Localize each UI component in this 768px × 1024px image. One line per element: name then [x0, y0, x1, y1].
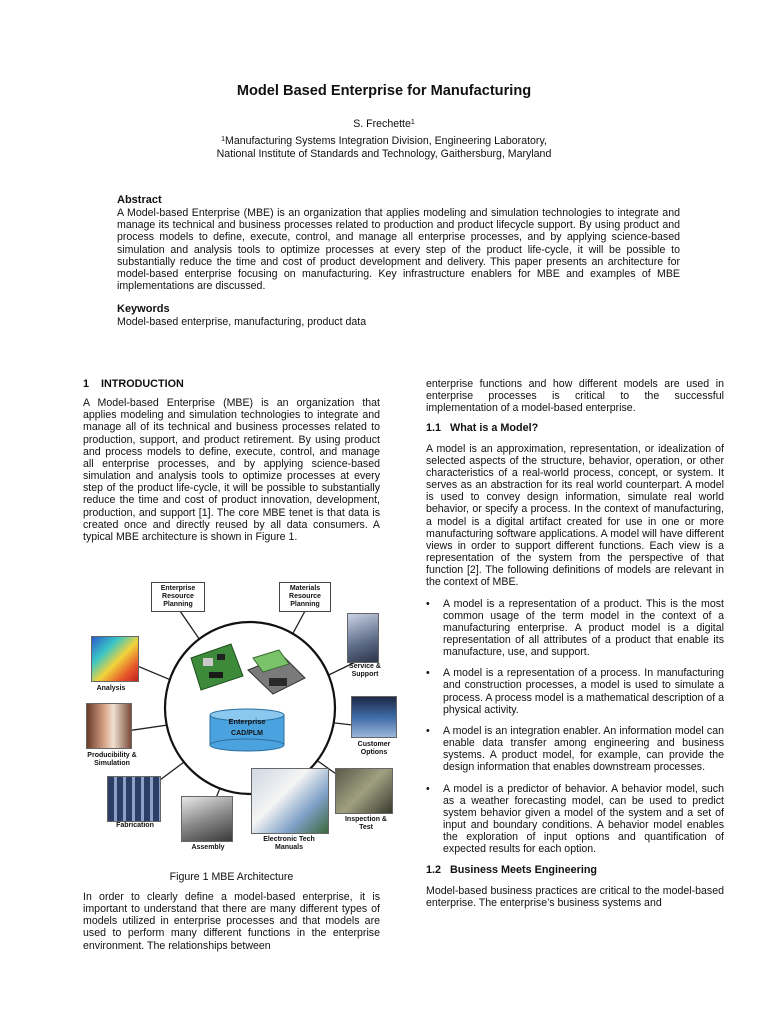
- author-line: [0, 118, 768, 131]
- fabrication-label: Fabrication: [116, 822, 154, 829]
- service-thumbnail: [347, 613, 379, 663]
- list-item: [426, 598, 724, 659]
- section-1-2-heading: 1.2 Business Meets Engineering: [426, 864, 598, 877]
- right-column: [426, 378, 724, 909]
- paragraph-types-of-models: In order to clearly define a model-based enterprise, it is important to understand that there are many different types of models utilized in enterprise processes and that models are used to perform many different functions in the enterprise environment. The relationships between: [83, 891, 380, 952]
- author-superscript: 1: [410, 119, 415, 126]
- model-definitions-list: [426, 598, 724, 856]
- author-name: S. Frechette: [353, 118, 411, 130]
- keywords-heading: Keywords: [117, 303, 170, 315]
- service-label: Service & Support: [349, 663, 381, 678]
- abstract-text: A Model-based Enterprise (MBE) is an organization that applies modeling and simulation technologies to integrate and manage its technical and business processes related to production and product lifecycle support. By using product and process models to define, execute, control, and manage all enterprise processes, and by applying science-based simulation and analysis tools to optimize processes at every step of the product life-cycle, it will be possible to substantially reduce the time and cost of product development and delivery. This paper presents an architecture for model-based enterprise focusing on manufacturing. Key infrastructure enablers for MBE and examples of MBE implementations are discussed.: [117, 207, 680, 293]
- electronic-manuals-label: Electronic Tech Manuals: [263, 836, 315, 851]
- list-item-text: A model is a representation of a process. In manufacturing and construction processes, a model is used to simulate a process. A process model is a mathematical description of a physical activity.: [443, 667, 724, 716]
- electronic-manuals-thumbnail: [251, 768, 329, 834]
- cadplm-label: CAD/PLM: [231, 730, 263, 737]
- affiliation-superscript: 1: [221, 136, 225, 143]
- producibility-label: Producibility & Simulation: [87, 752, 137, 767]
- paragraph-continuation: enterprise functions and how different models are used in enterprise processes is critical to the successful implementation of a model-based enterprise.: [426, 378, 724, 415]
- mbe-architecture-figure: [83, 578, 401, 868]
- inspection-thumbnail: [335, 768, 393, 814]
- list-item-text: A model is a predictor of behavior. A behavior model, such as a weather forecasting model, can be used to predict system behavior given a model of the system and a set of input and boundary conditions. A behavior model enables the exploration of input options and quantification of expected results for each option.: [443, 782, 724, 856]
- section-1-heading: 1 INTRODUCTION: [83, 378, 184, 390]
- producibility-thumbnail: [86, 703, 132, 749]
- intro-paragraph: A Model-based Enterprise (MBE) is an organization that applies modeling and simulation technologies to integrate and manage all of its technical and business processes related to production, support, and product retirement. By using product and process models to define, execute, control, and manage all enterprise processes, and by applying science-based simulation and analysis tools to optimize processes at every step of the product life-cycle, it will be possible to substantially reduce the time and cost of product innovation, development, production, and support [1]. The core MBE tenet is that data is created once and directly reused by all data consumers. A typical MBE architecture is shown in Figure 1.: [83, 397, 380, 543]
- left-column-top: [83, 378, 380, 543]
- assembly-thumbnail: [181, 796, 233, 842]
- keywords-section: [117, 303, 680, 328]
- inspection-label: Inspection & Test: [344, 816, 387, 831]
- list-item: [426, 783, 724, 856]
- bullet-glyph: •: [426, 667, 430, 680]
- abstract-heading: Abstract: [117, 194, 162, 206]
- affiliation: [0, 135, 768, 161]
- list-item-text: A model is a representation of a product. This is the most common usage of the term model in the context of a manufacturing enterprise. A product model is a digital representation of all attributes of a product that enable its manufacture, use, and support.: [443, 597, 724, 659]
- paper-title: Model Based Enterprise for Manufacturing: [236, 83, 532, 99]
- list-item-text: A model is an integration enabler. An information model can enable data transfer among engineering and business systems. A product model, for example, can provide the design information that enables downstream processes.: [443, 724, 724, 774]
- left-column-bottom: [83, 891, 380, 952]
- paragraph-business-meets-engineering: Model-based business practices are critical to the model-based enterprise. The enterprise’s business systems and: [426, 884, 724, 909]
- abstract-section: [117, 194, 680, 292]
- affiliation-text-1: Manufacturing Systems Integration Division, Engineering Laboratory,: [225, 135, 547, 147]
- analysis-thumbnail: [91, 636, 139, 682]
- list-item: [426, 725, 724, 774]
- figure-caption: Figure 1 MBE Architecture: [169, 871, 294, 883]
- affiliation-line-2: National Institute of Standards and Technology, Gaithersburg, Maryland: [216, 148, 552, 160]
- erp-box: Enterprise Resource Planning: [151, 582, 205, 612]
- bullet-glyph: •: [426, 597, 430, 610]
- fabrication-thumbnail: [107, 776, 161, 822]
- list-item: [426, 667, 724, 716]
- analysis-label: Analysis: [96, 685, 126, 692]
- enterprise-label: Enterprise: [228, 717, 266, 726]
- assembly-label: Assembly: [191, 844, 225, 851]
- bullet-glyph: •: [426, 724, 430, 737]
- paragraph-what-is-model: A model is an approximation, representation, or idealization of selected aspects of the structure, behavior, operation, or other characteristics of a real-world process, concept, or system. It serves as an abstraction for its real world counterpart. A model is used to convey design information, simulate real world behavior, or specify a process. In the context of manufacturing, a model is a digital artifact created for use in one or more manufacturing software applications. A model will have different views in order to support different functions. Each view is a representation of the system from the perspective of that function [2]. The following definitions of models are relevant in the context of MBE.: [426, 442, 724, 589]
- section-1-1-heading: 1.1 What is a Model?: [426, 422, 539, 435]
- affiliation-line-1: [0, 135, 768, 148]
- bullet-glyph: •: [426, 782, 430, 795]
- mrp-box: Materials Resource Planning: [279, 582, 331, 612]
- customer-options-label: Customer Options: [357, 741, 391, 756]
- keywords-text: Model-based enterprise, manufacturing, product data: [117, 316, 367, 328]
- customer-options-thumbnail: [351, 696, 397, 738]
